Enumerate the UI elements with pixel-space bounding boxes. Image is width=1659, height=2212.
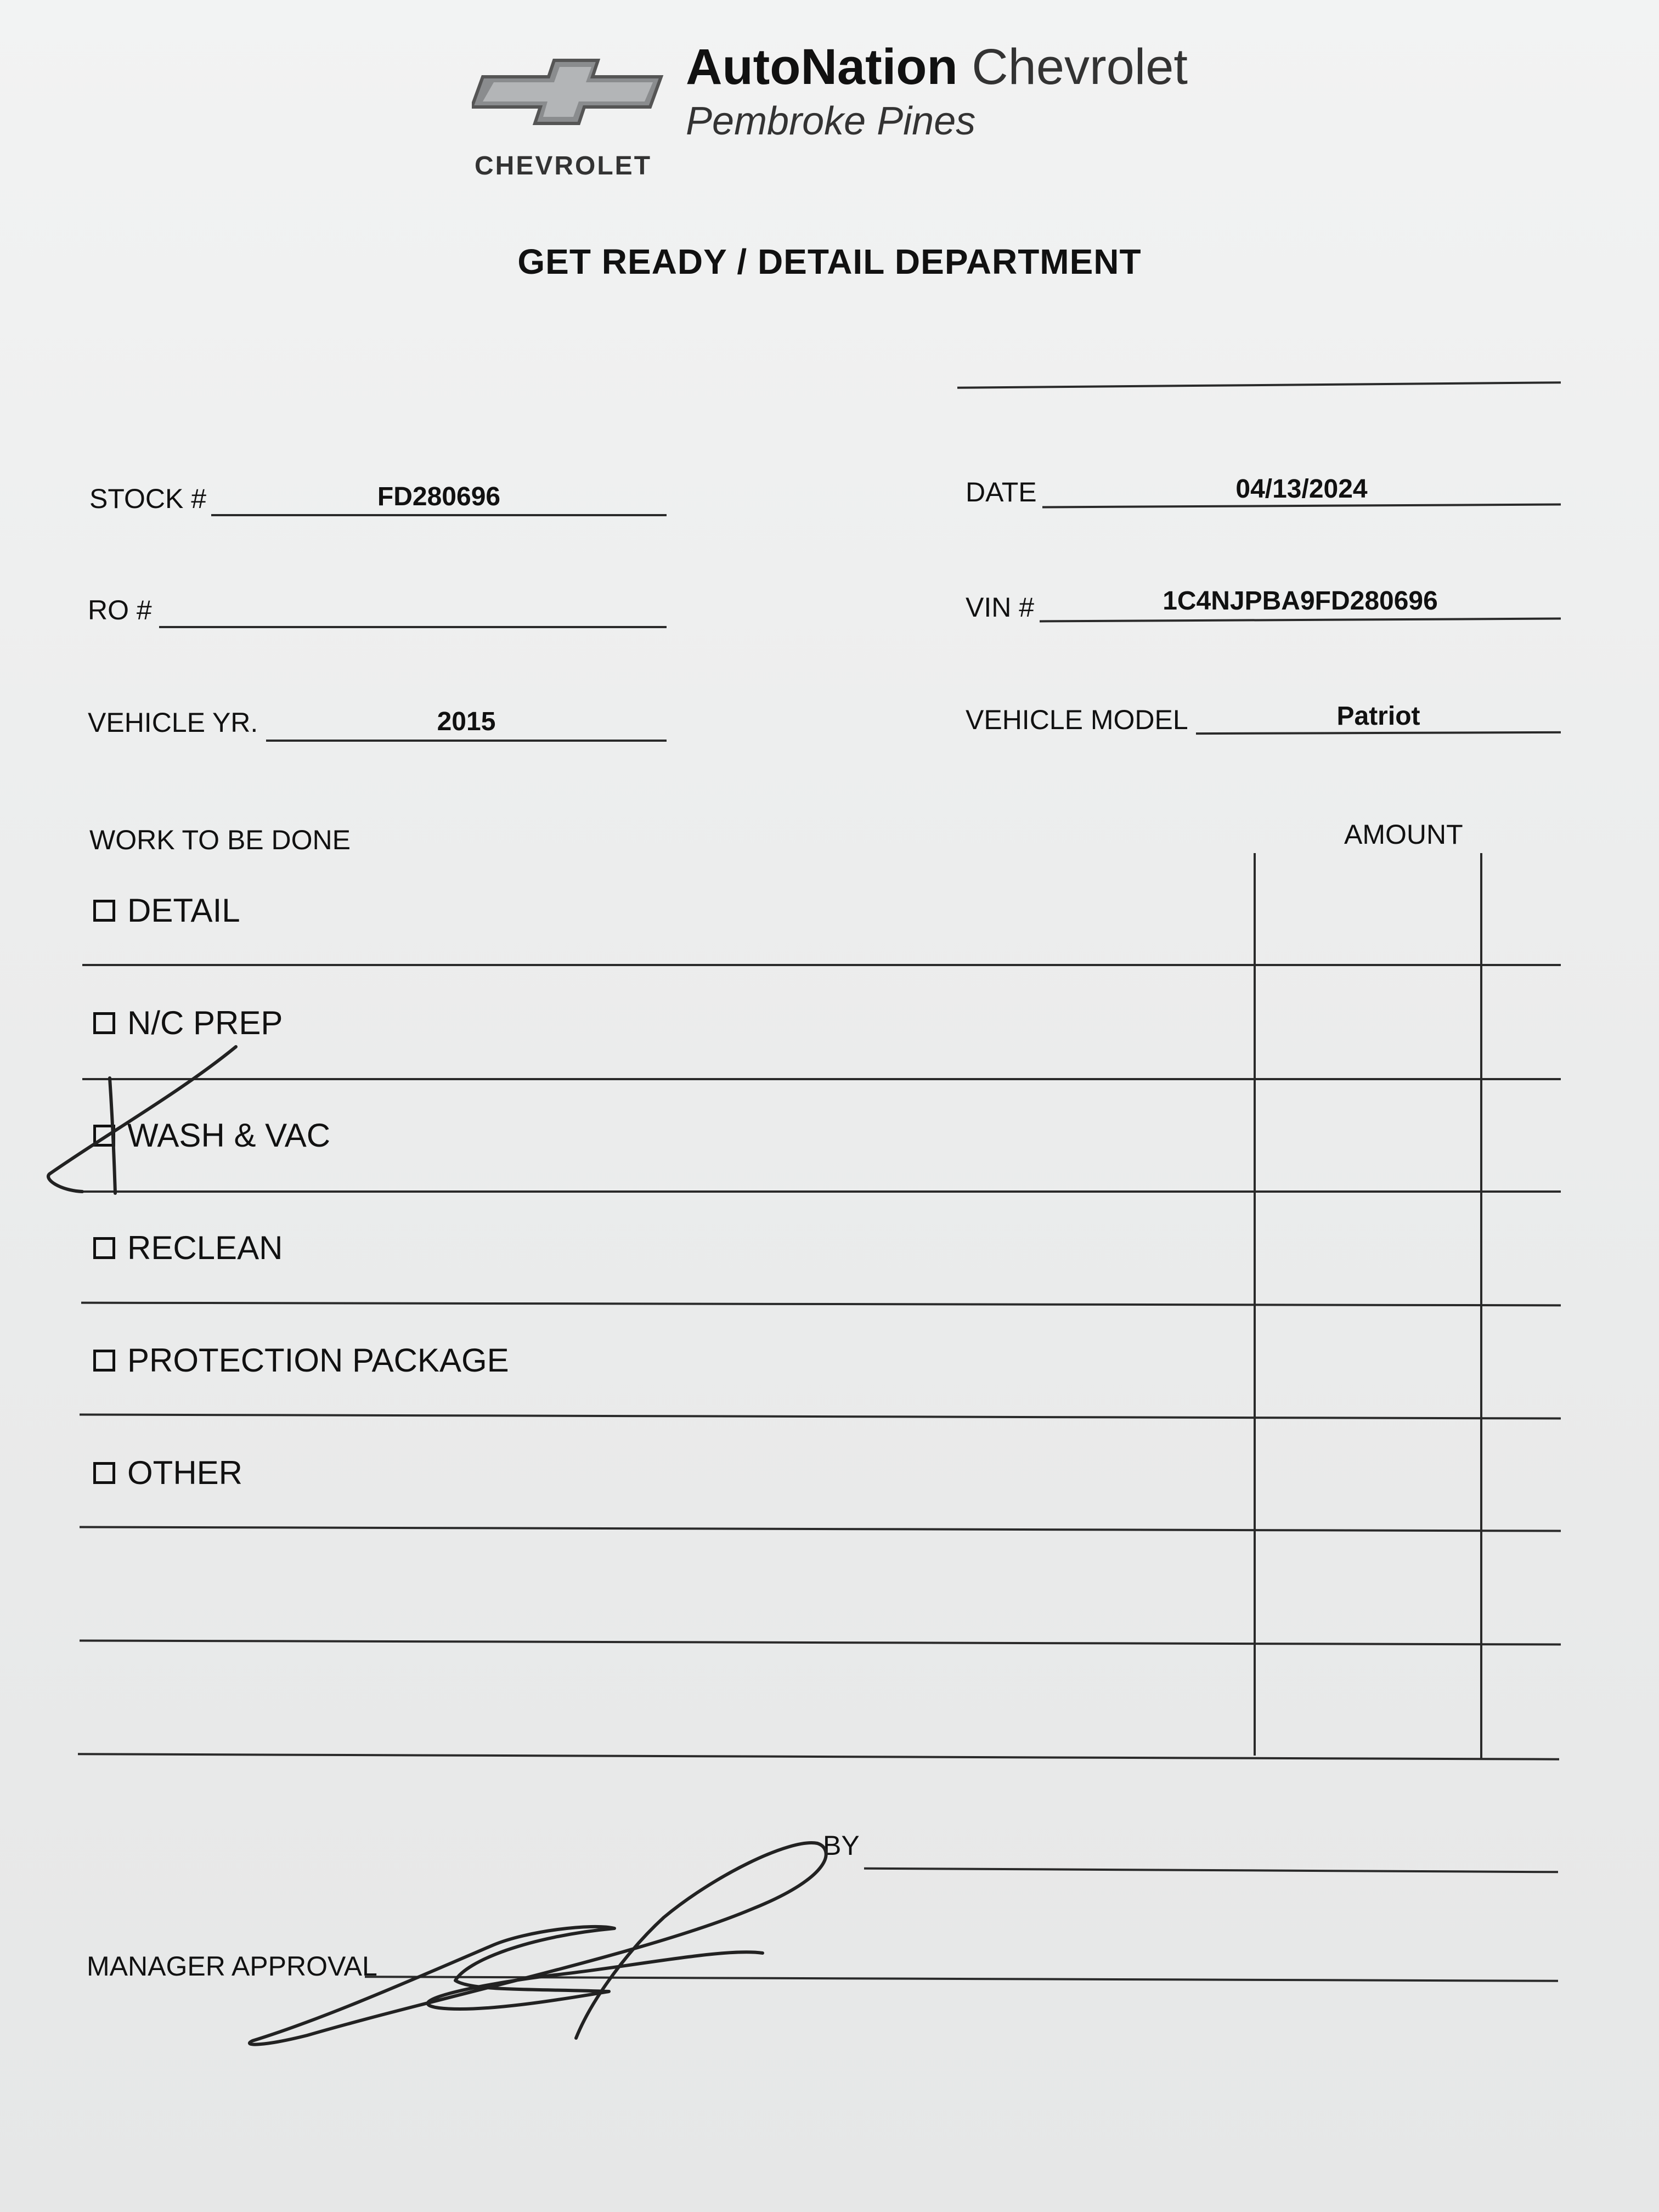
wash-vac-checkmark	[48, 1047, 236, 1192]
dealer-location: Pembroke Pines	[686, 99, 976, 143]
date-value[interactable]: 04/13/2024	[1235, 475, 1368, 504]
work-item-label: N/C PREP	[127, 1005, 283, 1041]
manager-signature	[250, 1843, 826, 2045]
vehicle-year-value[interactable]: 2015	[437, 707, 496, 736]
vin-label: VIN #	[966, 592, 1035, 623]
date-label: DATE	[966, 477, 1037, 507]
form-title: GET READY / DETAIL DEPARTMENT	[517, 242, 1142, 281]
vehicle-year-label: VEHICLE YR.	[88, 707, 258, 738]
stock-value[interactable]: FD280696	[377, 482, 501, 511]
stock-label: STOCK #	[89, 483, 207, 514]
by-label: BY	[823, 1830, 860, 1861]
brand-autonation: AutoNation	[686, 39, 958, 95]
work-item-label: WASH & VAC	[127, 1117, 331, 1154]
chevrolet-wordmark: CHEVROLET	[475, 151, 652, 180]
ro-label: RO #	[88, 595, 152, 625]
work-item-label: PROTECTION PACKAGE	[127, 1342, 509, 1379]
work-to-be-done-label: WORK TO BE DONE	[89, 825, 351, 855]
work-item-label: RECLEAN	[127, 1229, 283, 1266]
manager-approval-label: MANAGER APPROVAL	[87, 1951, 377, 1982]
work-item-label: OTHER	[127, 1454, 242, 1491]
amount-label: AMOUNT	[1344, 819, 1463, 850]
work-item-label: DETAIL	[127, 892, 240, 929]
brand-chevrolet: Chevrolet	[972, 39, 1188, 95]
vehicle-model-label: VEHICLE MODEL	[966, 704, 1188, 735]
wash-vac-checkmark-stroke	[110, 1078, 115, 1193]
vin-value[interactable]: 1C4NJPBA9FD280696	[1163, 586, 1438, 616]
vehicle-model-value[interactable]: Patriot	[1336, 702, 1420, 731]
